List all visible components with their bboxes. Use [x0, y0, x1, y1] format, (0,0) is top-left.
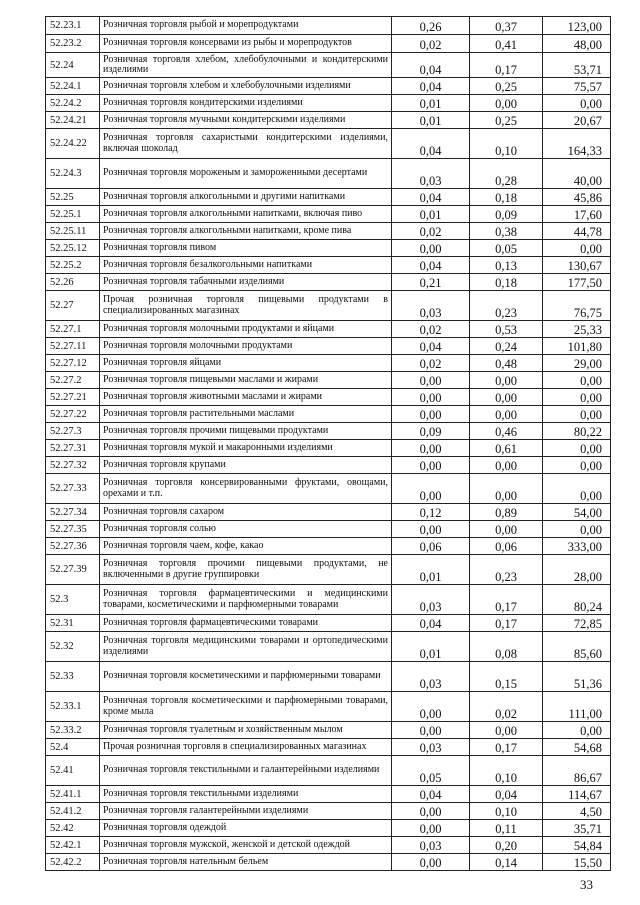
- table-row: [46, 854, 611, 871]
- activity-code: 52.27.36: [46, 538, 100, 555]
- activity-code: 52.41.1: [46, 786, 100, 803]
- value-col-3: 29,00: [543, 355, 611, 372]
- activity-code: 52.27.31: [46, 440, 100, 457]
- value-col-3: 0,00: [543, 406, 611, 423]
- activity-code: 52.24.3: [46, 159, 100, 189]
- activity-name: Розничная торговля мукой и макаронными изделиями: [100, 440, 392, 457]
- value-col-1: 0,04: [392, 129, 470, 159]
- activity-name: Розничная торговля прочими пищевыми продуктами, не включенными в другие группировки: [100, 555, 392, 585]
- value-col-2: 0,17: [470, 585, 543, 615]
- table-row: [46, 223, 611, 240]
- activity-code: 52.3: [46, 585, 100, 615]
- activity-code: 52.23.2: [46, 35, 100, 53]
- activity-name: Розничная торговля животными маслами и жирами: [100, 389, 392, 406]
- activity-name: Розничная торговля алкогольными напитками, кроме пива: [100, 223, 392, 240]
- value-col-3: 0,00: [543, 440, 611, 457]
- activity-name: Розничная торговля мучными кондитерскими изделиями: [100, 112, 392, 129]
- activity-code: 52.24.22: [46, 129, 100, 159]
- value-col-1: 0,01: [392, 206, 470, 223]
- value-col-2: 0,46: [470, 423, 543, 440]
- value-col-2: 0,24: [470, 338, 543, 355]
- activity-name: Розничная торговля консервированными фруктами, овощами, орехами и т.п.: [100, 474, 392, 504]
- value-col-3: 54,00: [543, 504, 611, 521]
- value-col-2: 0,00: [470, 722, 543, 739]
- value-col-1: 0,04: [392, 615, 470, 632]
- value-col-3: 101,80: [543, 338, 611, 355]
- table-row: [46, 406, 611, 423]
- value-col-2: 0,06: [470, 538, 543, 555]
- activity-name: Розничная торговля текстильными и галантерейными изделиями: [100, 756, 392, 786]
- table-row: [46, 820, 611, 837]
- value-col-1: 0,00: [392, 820, 470, 837]
- activity-code: 52.26: [46, 274, 100, 291]
- value-col-2: 0,23: [470, 291, 543, 321]
- value-col-1: 0,04: [392, 189, 470, 206]
- table-row: [46, 786, 611, 803]
- activity-name: Розничная торговля солью: [100, 521, 392, 538]
- value-col-2: 0,00: [470, 406, 543, 423]
- value-col-3: 51,36: [543, 662, 611, 692]
- activity-name: Розничная торговля туалетным и хозяйственным мылом: [100, 722, 392, 739]
- value-col-2: 0,25: [470, 78, 543, 95]
- activity-name: Розничная торговля табачными изделиями: [100, 274, 392, 291]
- value-col-1: 0,03: [392, 291, 470, 321]
- value-col-1: 0,21: [392, 274, 470, 291]
- table-row: [46, 803, 611, 820]
- value-col-1: 0,00: [392, 722, 470, 739]
- value-col-1: 0,05: [392, 756, 470, 786]
- value-col-1: 0,01: [392, 95, 470, 112]
- activity-name: Розничная торговля чаем, кофе, какао: [100, 538, 392, 555]
- value-col-3: 15,50: [543, 854, 611, 871]
- table-row: [46, 95, 611, 112]
- value-col-1: 0,00: [392, 457, 470, 474]
- activity-code: 52.27: [46, 291, 100, 321]
- activity-name: Розничная торговля косметическими и парфюмерными товарами: [100, 662, 392, 692]
- table-row: [46, 722, 611, 739]
- value-col-2: 0,09: [470, 206, 543, 223]
- activity-code: 52.27.11: [46, 338, 100, 355]
- activity-code: 52.24.1: [46, 78, 100, 95]
- table-row: [46, 585, 611, 615]
- value-col-3: 72,85: [543, 615, 611, 632]
- value-col-1: 0,06: [392, 538, 470, 555]
- activity-name: Розничная торговля текстильными изделиями: [100, 786, 392, 803]
- value-col-3: 4,50: [543, 803, 611, 820]
- activity-name: Розничная торговля галантерейными изделиями: [100, 803, 392, 820]
- value-col-1: 0,00: [392, 521, 470, 538]
- value-col-1: 0,00: [392, 440, 470, 457]
- value-col-1: 0,02: [392, 355, 470, 372]
- value-col-2: 0,00: [470, 521, 543, 538]
- value-col-1: 0,03: [392, 739, 470, 756]
- table-row: [46, 189, 611, 206]
- value-col-3: 111,00: [543, 692, 611, 722]
- table-row: [46, 555, 611, 585]
- activity-code: 52.25.11: [46, 223, 100, 240]
- table-row: [46, 129, 611, 159]
- table-row: [46, 112, 611, 129]
- value-col-1: 0,03: [392, 585, 470, 615]
- table-row: [46, 206, 611, 223]
- table-row: [46, 632, 611, 662]
- activity-code: 52.42: [46, 820, 100, 837]
- value-col-1: 0,04: [392, 53, 470, 78]
- value-col-2: 0,48: [470, 355, 543, 372]
- activity-code: 52.25: [46, 189, 100, 206]
- value-col-3: 40,00: [543, 159, 611, 189]
- value-col-2: 0,28: [470, 159, 543, 189]
- activity-name: Розничная торговля сахаром: [100, 504, 392, 521]
- value-col-1: 0,03: [392, 159, 470, 189]
- value-col-2: 0,14: [470, 854, 543, 871]
- value-col-2: 0,10: [470, 129, 543, 159]
- value-col-3: 17,60: [543, 206, 611, 223]
- activity-code: 52.42.2: [46, 854, 100, 871]
- value-col-2: 0,37: [470, 17, 543, 35]
- activity-name: Розничная торговля кондитерскими изделиями: [100, 95, 392, 112]
- activity-name: Розничная торговля хлебом и хлебобулочными изделиями: [100, 78, 392, 95]
- activity-code: 52.24: [46, 53, 100, 78]
- activity-code: 52.27.34: [46, 504, 100, 521]
- value-col-2: 0,11: [470, 820, 543, 837]
- value-col-3: 54,68: [543, 739, 611, 756]
- value-col-3: 0,00: [543, 95, 611, 112]
- value-col-3: 80,24: [543, 585, 611, 615]
- value-col-3: 28,00: [543, 555, 611, 585]
- table-row: [46, 321, 611, 338]
- activity-code: 52.41.2: [46, 803, 100, 820]
- activity-code: 52.25.2: [46, 257, 100, 274]
- activity-code: 52.27.32: [46, 457, 100, 474]
- table-row: [46, 457, 611, 474]
- activity-code: 52.31: [46, 615, 100, 632]
- value-col-2: 0,10: [470, 756, 543, 786]
- activity-name: Розничная торговля фармацевтическими и медицинскими товарами, косметическими и парфюмерными товарами: [100, 585, 392, 615]
- value-col-2: 0,20: [470, 837, 543, 854]
- value-col-3: 164,33: [543, 129, 611, 159]
- activity-code: 52.27.35: [46, 521, 100, 538]
- value-col-2: 0,17: [470, 739, 543, 756]
- value-col-1: 0,00: [392, 406, 470, 423]
- value-col-1: 0,26: [392, 17, 470, 35]
- activity-table-body: [46, 17, 611, 871]
- value-col-1: 0,03: [392, 662, 470, 692]
- value-col-1: 0,03: [392, 837, 470, 854]
- table-row: [46, 372, 611, 389]
- table-row: [46, 692, 611, 722]
- activity-code: 52.33: [46, 662, 100, 692]
- value-col-3: 0,00: [543, 372, 611, 389]
- activity-name: Розничная торговля хлебом, хлебобулочными и кондитерскими изделиями: [100, 53, 392, 78]
- activity-code: 52.4: [46, 739, 100, 756]
- activity-name: Прочая розничная торговля в специализированных магазинах: [100, 739, 392, 756]
- value-col-2: 0,18: [470, 274, 543, 291]
- activity-code: 52.33.2: [46, 722, 100, 739]
- value-col-1: 0,01: [392, 112, 470, 129]
- table-row: [46, 355, 611, 372]
- value-col-2: 0,13: [470, 257, 543, 274]
- value-col-2: 0,00: [470, 474, 543, 504]
- value-col-2: 0,18: [470, 189, 543, 206]
- activity-code: 52.27.12: [46, 355, 100, 372]
- value-col-3: 76,75: [543, 291, 611, 321]
- activity-code: 52.24.21: [46, 112, 100, 129]
- value-col-3: 20,67: [543, 112, 611, 129]
- value-col-2: 0,05: [470, 240, 543, 257]
- value-col-3: 75,57: [543, 78, 611, 95]
- value-col-1: 0,04: [392, 338, 470, 355]
- value-col-2: 0,25: [470, 112, 543, 129]
- table-row: [46, 78, 611, 95]
- value-col-2: 0,38: [470, 223, 543, 240]
- activity-table: [45, 16, 611, 871]
- value-col-2: 0,53: [470, 321, 543, 338]
- value-col-2: 0,00: [470, 457, 543, 474]
- table-row: [46, 53, 611, 78]
- value-col-3: 0,00: [543, 389, 611, 406]
- activity-code: 52.27.1: [46, 321, 100, 338]
- value-col-2: 0,23: [470, 555, 543, 585]
- value-col-3: 86,67: [543, 756, 611, 786]
- value-col-1: 0,00: [392, 389, 470, 406]
- activity-code: 52.25.1: [46, 206, 100, 223]
- value-col-1: 0,04: [392, 257, 470, 274]
- activity-name: Розничная торговля мороженым и замороженными десертами: [100, 159, 392, 189]
- value-col-2: 0,04: [470, 786, 543, 803]
- value-col-2: 0,61: [470, 440, 543, 457]
- value-col-3: 0,00: [543, 457, 611, 474]
- activity-name: Розничная торговля безалкогольными напитками: [100, 257, 392, 274]
- value-col-2: 0,10: [470, 803, 543, 820]
- activity-name: Розничная торговля нательным бельем: [100, 854, 392, 871]
- value-col-3: 0,00: [543, 474, 611, 504]
- activity-code: 52.23.1: [46, 17, 100, 35]
- activity-name: Розничная торговля рыбой и морепродуктами: [100, 17, 392, 35]
- value-col-1: 0,00: [392, 803, 470, 820]
- value-col-2: 0,15: [470, 662, 543, 692]
- activity-name: Розничная торговля консервами из рыбы и морепродуктов: [100, 35, 392, 53]
- table-row: [46, 159, 611, 189]
- activity-name: Розничная торговля яйцами: [100, 355, 392, 372]
- value-col-1: 0,04: [392, 786, 470, 803]
- table-row: [46, 17, 611, 35]
- activity-code: 52.27.3: [46, 423, 100, 440]
- value-col-3: 54,84: [543, 837, 611, 854]
- value-col-3: 114,67: [543, 786, 611, 803]
- activity-code: 52.24.2: [46, 95, 100, 112]
- table-row: [46, 521, 611, 538]
- activity-name: Прочая розничная торговля пищевыми продуктами в специализированных магазинах: [100, 291, 392, 321]
- table-row: [46, 504, 611, 521]
- activity-code: 52.32: [46, 632, 100, 662]
- value-col-3: 0,00: [543, 240, 611, 257]
- value-col-3: 130,67: [543, 257, 611, 274]
- activity-code: 52.27.22: [46, 406, 100, 423]
- value-col-1: 0,02: [392, 321, 470, 338]
- activity-name: Розничная торговля медицинскими товарами и ортопедическими изделиями: [100, 632, 392, 662]
- value-col-1: 0,01: [392, 555, 470, 585]
- activity-code: 52.27.21: [46, 389, 100, 406]
- value-col-2: 0,00: [470, 95, 543, 112]
- activity-code: 52.25.12: [46, 240, 100, 257]
- table-row: [46, 538, 611, 555]
- value-col-3: 53,71: [543, 53, 611, 78]
- activity-name: Розничная торговля сахаристыми кондитерскими изделиями, включая шоколад: [100, 129, 392, 159]
- table-row: [46, 274, 611, 291]
- table-row: [46, 440, 611, 457]
- value-col-2: 0,02: [470, 692, 543, 722]
- activity-name: Розничная торговля молочными продуктами и яйцами: [100, 321, 392, 338]
- activity-code: 52.42.1: [46, 837, 100, 854]
- value-col-3: 85,60: [543, 632, 611, 662]
- value-col-3: 44,78: [543, 223, 611, 240]
- table-row: [46, 389, 611, 406]
- table-row: [46, 338, 611, 355]
- activity-code: 52.27.33: [46, 474, 100, 504]
- activity-code: 52.27.39: [46, 555, 100, 585]
- table-row: [46, 423, 611, 440]
- value-col-2: 0,00: [470, 372, 543, 389]
- activity-name: Розничная торговля алкогольными и другими напитками: [100, 189, 392, 206]
- table-row: [46, 240, 611, 257]
- table-row: [46, 756, 611, 786]
- value-col-3: 35,71: [543, 820, 611, 837]
- table-row: [46, 615, 611, 632]
- value-col-3: 0,00: [543, 521, 611, 538]
- value-col-1: 0,00: [392, 240, 470, 257]
- value-col-1: 0,04: [392, 78, 470, 95]
- table-row: [46, 35, 611, 53]
- table-row: [46, 662, 611, 692]
- value-col-1: 0,12: [392, 504, 470, 521]
- value-col-3: 177,50: [543, 274, 611, 291]
- value-col-3: 333,00: [543, 538, 611, 555]
- value-col-1: 0,09: [392, 423, 470, 440]
- table-row: [46, 257, 611, 274]
- value-col-3: 80,22: [543, 423, 611, 440]
- value-col-1: 0,00: [392, 474, 470, 504]
- value-col-1: 0,02: [392, 35, 470, 53]
- activity-name: Розничная торговля прочими пищевыми продуктами: [100, 423, 392, 440]
- value-col-3: 45,86: [543, 189, 611, 206]
- activity-code: 52.41: [46, 756, 100, 786]
- activity-name: Розничная торговля пивом: [100, 240, 392, 257]
- value-col-3: 123,00: [543, 17, 611, 35]
- value-col-3: 25,33: [543, 321, 611, 338]
- activity-code: 52.33.1: [46, 692, 100, 722]
- value-col-2: 0,00: [470, 389, 543, 406]
- activity-name: Розничная торговля молочными продуктами: [100, 338, 392, 355]
- value-col-1: 0,00: [392, 692, 470, 722]
- value-col-2: 0,41: [470, 35, 543, 53]
- value-col-1: 0,01: [392, 632, 470, 662]
- value-col-1: 0,02: [392, 223, 470, 240]
- value-col-2: 0,17: [470, 615, 543, 632]
- activity-name: Розничная торговля мужской, женской и детской одеждой: [100, 837, 392, 854]
- activity-name: Розничная торговля алкогольными напитками, включая пиво: [100, 206, 392, 223]
- activity-name: Розничная торговля пищевыми маслами и жирами: [100, 372, 392, 389]
- value-col-1: 0,00: [392, 372, 470, 389]
- activity-code: 52.27.2: [46, 372, 100, 389]
- value-col-2: 0,89: [470, 504, 543, 521]
- page-number: 33: [580, 877, 593, 892]
- value-col-2: 0,17: [470, 53, 543, 78]
- value-col-1: 0,00: [392, 854, 470, 871]
- activity-name: Розничная торговля одеждой: [100, 820, 392, 837]
- activity-name: Розничная торговля косметическими и парфюмерными товарами, кроме мыла: [100, 692, 392, 722]
- activity-name: Розничная торговля растительными маслами: [100, 406, 392, 423]
- table-row: [46, 474, 611, 504]
- activity-name: Розничная торговля крупами: [100, 457, 392, 474]
- value-col-3: 48,00: [543, 35, 611, 53]
- table-row: [46, 739, 611, 756]
- table-row: [46, 837, 611, 854]
- value-col-3: 0,00: [543, 722, 611, 739]
- value-col-2: 0,08: [470, 632, 543, 662]
- table-row: [46, 291, 611, 321]
- activity-name: Розничная торговля фармацевтическими товарами: [100, 615, 392, 632]
